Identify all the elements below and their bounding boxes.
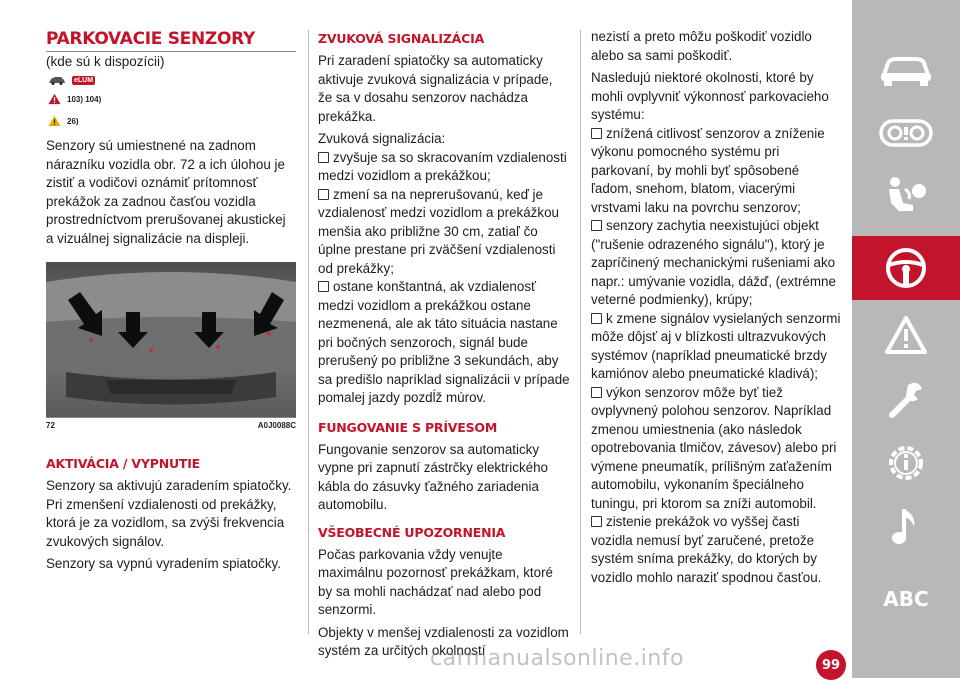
circumstance-bullet-1: znížená citlivosť senzorov a zníženie výkonu pomocného systému pri parkovaní, by mohli byť spôsobené ľadom, snehom, blatom, viacerými vrstvami laku na povrchu senzorov; [591, 125, 825, 215]
circumstance-bullet-5: zistenie prekážok vo vyššej časti vozidla nemusí byť zaručené, pretože systém sníma prekážky, do ktorých by vozidlo mohlo naraziť spodnou časťou. [591, 514, 822, 585]
sidebar-item-index[interactable] [852, 568, 960, 630]
title-underline [46, 51, 296, 52]
intro-paragraph: Senzory sú umiestnené na zadnom nárazníku vozidla obr. 72 a ich úlohou je zistiť a vodičovi oznámiť prítomnosť prekážok za zadnou časťou vozidla prostredníctvom prerušovanej akustickej a vizuálnej signalizácie na displeji. [46, 138, 286, 246]
bullet-box-icon [318, 152, 329, 163]
sidebar-item-driving[interactable] [852, 236, 960, 300]
circumstance-bullet-3: k zmene signálov vysielaných senzormi môže dôjsť aj v blízkosti ultrazvukových systémov (napríklad pneumatické brzdy kamiónov alebo pneumatické kladivá); [591, 310, 841, 381]
column-divider-1 [308, 30, 309, 634]
caution-icon [48, 115, 61, 127]
column-divider-2 [580, 30, 581, 634]
page-number: 99 [816, 650, 846, 680]
music-note-icon [888, 505, 924, 549]
sound-bullet-1: zvyšuje sa so skracovaním vzdialenosti medzi vozidlom a prekážkou; [318, 149, 567, 183]
rear-bumper-image [46, 262, 296, 417]
circumstance-bullet-2: senzory zachytia neexistujúci objekt ("rušenie odrazeného signálu"), ktorý je zapríčinený mechanickými rušeniami ako napr.: umývanie vozidla, dážď, (extrémne veterné podmienky), krúpy; [591, 218, 836, 307]
sound-heading: ZVUKOVÁ SIGNALIZÁCIA [318, 31, 485, 46]
activation-paragraph-2: Senzory sa vypnú vyradením spiatočky. [46, 556, 281, 571]
watermark: carmanualsonline.info [430, 646, 684, 671]
column-1 [46, 28, 296, 578]
activation-paragraph-1: Senzory sa aktivujú zaradením spiatočky. Pri zmenšení vzdialenosti od prekážky, ktorá je za vozidlom, sa zvýši frekvencia zvukových signálov. [46, 478, 292, 549]
continued-paragraph: nezistí a preto môžu poškodiť vozidlo alebo sa sami poškodiť. [591, 29, 812, 63]
rear-bumper-figure [46, 262, 296, 417]
figure-code: A0J0088C [257, 421, 296, 430]
trailer-paragraph: Fungovanie senzorov sa automaticky vypne pri zapnutí zástrčky elektrického kábla do zásuvky ťažného zariadenia automobilu. [318, 441, 548, 512]
sound-bullet-3: ostane konštantná, ak vzdialenosť medzi vozidlom a prekážkou ostane nezmenená, ale ak táto situácia nastane pri bočných senzoroch, signál bude prerušený po približne 3 sekundách, aby sa predišlo napríklad signalizácii v prípade pomalej jazdy pozdĺž múrov. [318, 279, 570, 405]
index-abc-label: ABC [883, 587, 929, 611]
trailer-heading: FUNGOVANIE S PRÍVESOM [318, 419, 498, 435]
sidebar-item-safety[interactable] [852, 166, 960, 228]
airbag-person-icon [881, 175, 931, 219]
warning-ref-1: 103) 104) [67, 94, 102, 104]
sidebar-item-technical-data[interactable] [852, 432, 960, 494]
wrench-icon [884, 377, 928, 421]
elum-row [48, 75, 296, 85]
bullet-box-icon [591, 387, 602, 398]
warning-icon [48, 93, 61, 105]
circumstance-bullet-4: výkon senzorov môže byť tiež ovplyvnený polohou senzorov. Napríklad zmenou umiestnenia (ako následok opotrebovania tlmičov, závesov) alebo pri výmene pneumatík, prílišným zaťažením automobilu, vykonaním špeciálneho tuningu, pri ktorom sa zníži automobil. [591, 384, 837, 511]
warning-ref-row-1 [48, 93, 296, 105]
elum-badge: eLUM [74, 76, 94, 84]
sound-bullet-2: zmení sa na neprerušovanú, keď je vzdialenosť medzi vozidlom a prekážkou menšia ako približne 30 cm, zatiaľ čo úplne prestane pri zväčšení vzdialenosti od prekážky; [318, 186, 559, 276]
chapter-sidebar [852, 0, 960, 678]
sidebar-item-maintenance[interactable] [852, 368, 960, 430]
general-paragraph-2: Objekty v menšej vzdialenosti za vozidlom systém za určitých okolností [318, 624, 569, 658]
warning-ref-row-2 [48, 115, 296, 127]
page-title: PARKOVACIE SENZORY [46, 29, 255, 49]
warning-triangle-icon [884, 315, 928, 355]
figure-caption [46, 421, 296, 430]
bullet-box-icon [318, 189, 329, 200]
column-3 [591, 28, 841, 587]
car-small-icon [48, 75, 66, 85]
bullet-box-icon [318, 281, 329, 292]
sidebar-item-dashboard[interactable] [852, 102, 960, 164]
column-2 [318, 28, 570, 665]
page-subtitle: (kde sú k dispozícii) [46, 54, 165, 69]
sidebar-item-car[interactable] [852, 38, 960, 100]
general-paragraph-1: Počas parkovania vždy venujte maximálnu pozornosť prekážkam, ktoré by sa mohli nachádzať nad alebo pod senzormi. [318, 546, 553, 617]
bullet-box-icon [591, 128, 602, 139]
bullet-box-icon [591, 313, 602, 324]
sidebar-item-multimedia[interactable] [852, 496, 960, 558]
figure-number: 72 [46, 421, 55, 430]
sidebar-item-emergency[interactable] [852, 304, 960, 366]
sound-paragraph-2: Zvuková signalizácia: [318, 131, 446, 146]
sound-paragraph-1: Pri zaradení spiatočky sa automaticky aktivuje zvuková signalizácia v prípade, že sa v dosahu senzorov nachádza prekážka. [318, 53, 553, 124]
gear-info-icon [883, 440, 929, 486]
bullet-box-icon [591, 220, 602, 231]
dashboard-icon [878, 115, 934, 151]
activation-heading: AKTIVÁCIA / VYPNUTIE [46, 456, 201, 471]
bullet-box-icon [591, 516, 602, 527]
car-icon [878, 51, 934, 87]
circumstances-paragraph: Nasledujú niektoré okolnosti, ktoré by mohli ovplyvniť výkonnosť parkovacieho systému: [591, 70, 829, 122]
steering-wheel-icon [884, 246, 928, 290]
general-heading: VŠEOBECNÉ UPOZORNENIA [318, 524, 506, 540]
warning-ref-2: 26) [67, 116, 79, 126]
figure-rule [46, 417, 296, 418]
